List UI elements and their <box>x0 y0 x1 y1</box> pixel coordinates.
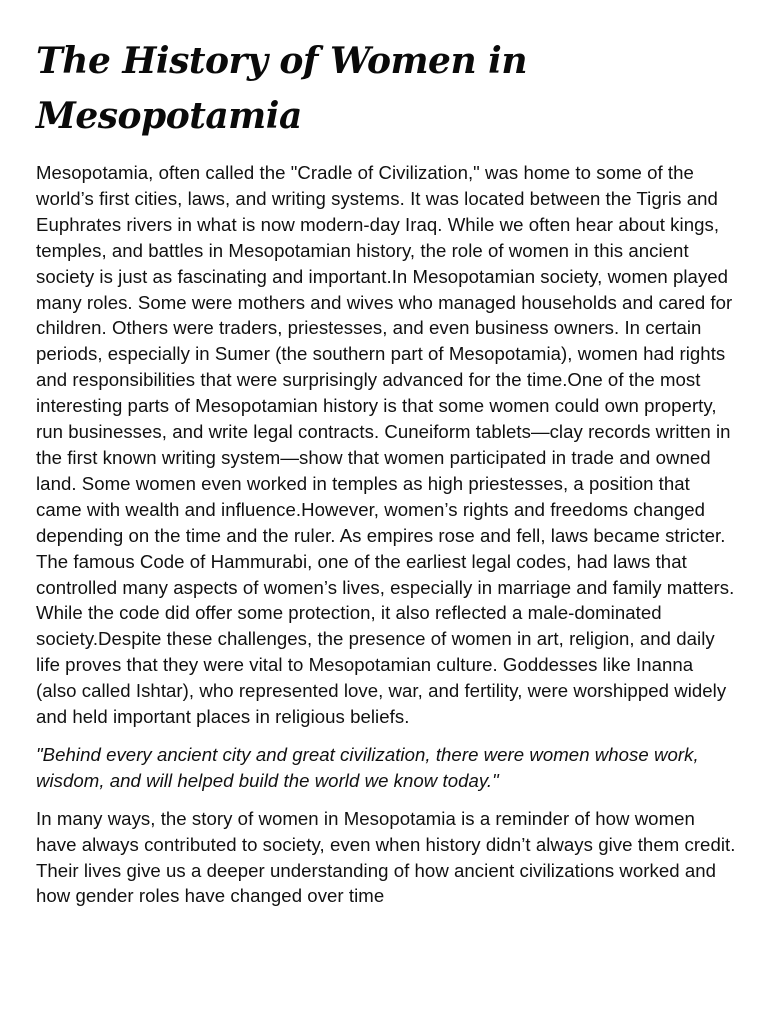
document-page <box>36 34 738 909</box>
pull-quote: "Behind every ancient city and great civilization, there were women whose work, wisdom, and will helped build the world we know today." <box>36 743 699 791</box>
paragraph-intro: Mesopotamia, often called the "Cradle of Civilization," was home to some of the world’s first cities, laws, and writing systems. It was located between the Tigris and Euphrates rivers in what is now modern-day Iraq. While we often hear about kings, temples, and battles in Mesopotamian history, the role of women in this ancient society is just as fascinating and important.In Mesopotamian society, women played many roles. Some were mothers and wives who managed households and cared for children. Others were traders, priestesses, and even business owners. In certain periods, especially in Sumer (the southern part of Mesopotamia), women had rights and responsibilities that were surprisingly advanced for the time.One of the most interesting parts of Mesopotamian history is that some women could own property, run businesses, and write legal contracts. Cuneiform tablets—clay records written in the first known writing system—show that women participated in trade and owned land. Some women even worked in temples as high priestesses, a position that came with wealth and influence.However, women’s rights and freedoms changed depending on the time and the ruler. As empires rose and fell, laws became stricter. The famous Code of Hammurabi, one of the earliest legal codes, had laws that controlled many aspects of women’s lives, especially in marriage and family matters. While the code did offer some protection, it also reflected a male-dominated society.Despite these challenges, the presence of women in art, religion, and daily life proves that they were vital to Mesopotamian culture. Goddesses like Inanna (also called Ishtar), who represented love, war, and fertility, were worshipped widely and held important places in religious beliefs. <box>36 162 735 728</box>
page-title: The History of Women in Mesopotamia <box>36 40 528 137</box>
paragraph-conclusion: In many ways, the story of women in Mesopotamia is a reminder of how women have always contributed to society, even when history didn’t always give them credit. Their lives give us a deeper understanding of how ancient civilizations worked and how gender roles have changed over time <box>36 807 736 907</box>
